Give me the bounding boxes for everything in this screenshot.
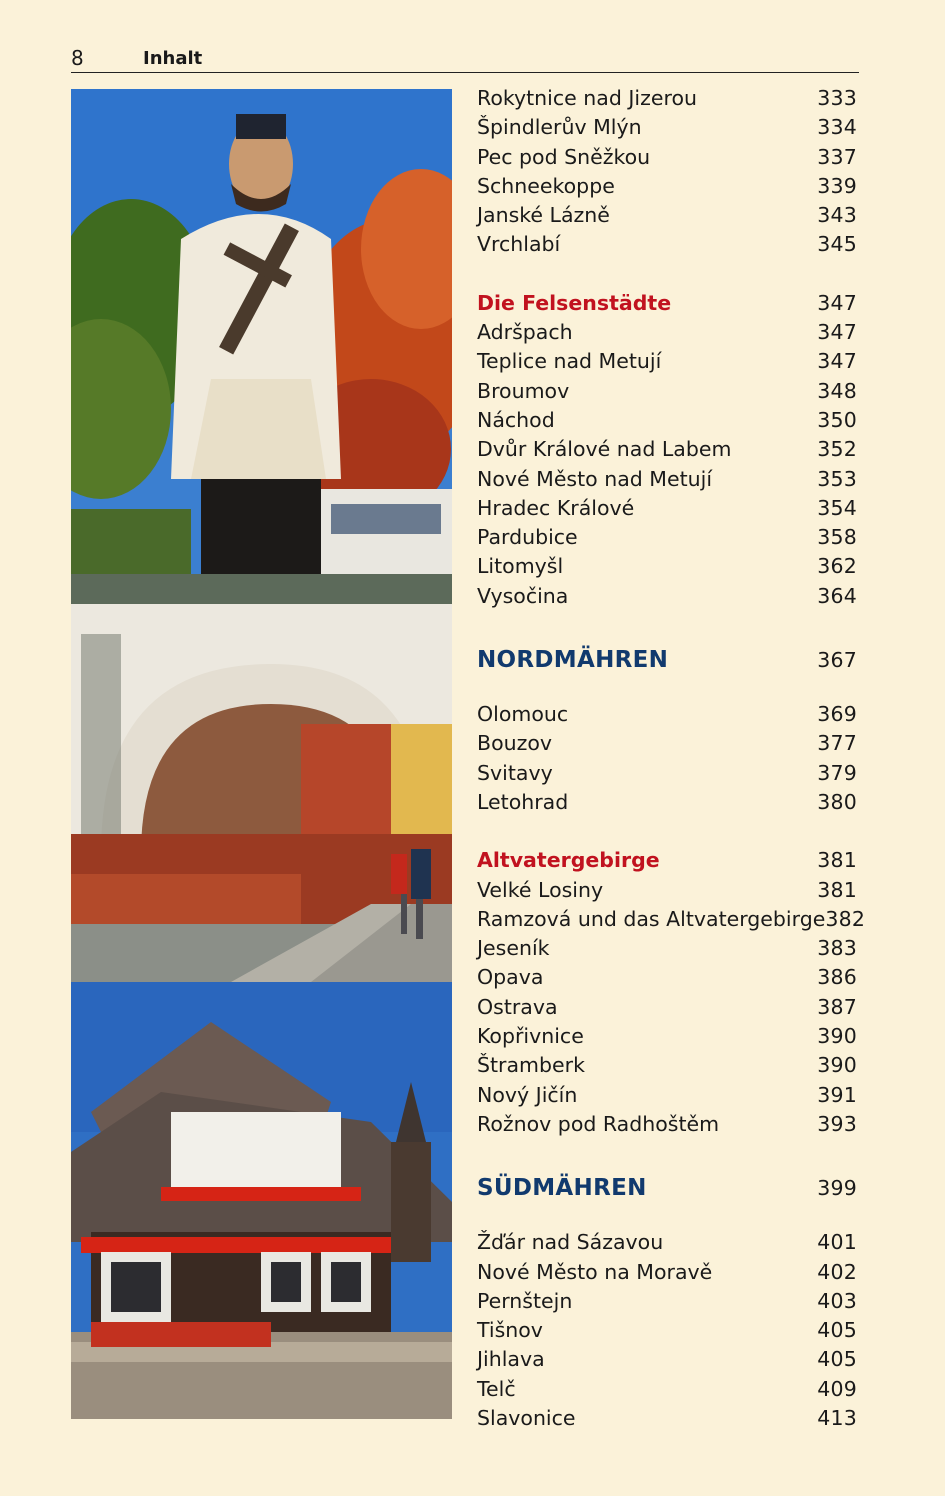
toc-entry[interactable]: Letohrad 380 — [477, 789, 857, 814]
toc-entry[interactable]: Špindlerův Mlýn 334 — [477, 115, 857, 140]
toc-entry[interactable]: Pec pod Sněžkou 337 — [477, 144, 857, 169]
toc-entry[interactable]: Vysočina 364 — [477, 583, 857, 608]
toc-entry[interactable]: Kopřivnice 390 — [477, 1024, 857, 1049]
toc-entry[interactable]: Bouzov 377 — [477, 731, 857, 756]
page-number: 8 — [71, 46, 84, 70]
toc-entry[interactable]: Svitavy 379 — [477, 760, 857, 785]
toc-entry[interactable]: Rožnov pod Radhoštěm 393 — [477, 1111, 857, 1136]
toc-entry[interactable]: Žďár nad Sázavou 401 — [477, 1230, 857, 1255]
toc-entry[interactable]: Tišnov 405 — [477, 1318, 857, 1343]
page-header — [71, 44, 859, 73]
toc-entry[interactable]: Pardubice 358 — [477, 525, 857, 550]
toc-entry[interactable]: Jihlava 405 — [477, 1347, 857, 1372]
saint-statue-photo — [71, 89, 452, 574]
toc-entry[interactable]: Štramberk 390 — [477, 1053, 857, 1078]
toc-subheading-altvatergebirge[interactable]: Altvatergebirge 381 — [477, 848, 857, 873]
toc-entry[interactable]: Rokytnice nad Jizerou 333 — [477, 86, 857, 110]
toc-region-suedmaehren[interactable]: SÜDMÄHREN 399 — [477, 1175, 857, 1202]
toc-entry[interactable]: Olomouc 369 — [477, 702, 857, 727]
toc-entry[interactable]: Ostrava 387 — [477, 994, 857, 1019]
toc-subheading-felsenstaedte[interactable]: Die Felsenstädte 347 — [477, 290, 857, 315]
toc-entry[interactable]: Schneekoppe 339 — [477, 173, 857, 198]
toc-entry[interactable]: Vrchlabí 345 — [477, 232, 857, 257]
toc-entry[interactable]: Janské Lázně 343 — [477, 203, 857, 228]
photo-column — [71, 89, 452, 1419]
arched-street-photo — [71, 574, 452, 982]
toc-entry[interactable]: Hradec Králové 354 — [477, 495, 857, 520]
toc-entry[interactable]: Teplice nad Metují 347 — [477, 349, 857, 374]
toc-entry[interactable]: Dvůr Králové nad Labem 352 — [477, 437, 857, 462]
toc-region-nordmaehren[interactable]: NORDMÄHREN 367 — [477, 647, 857, 674]
toc-entry[interactable]: Pernštejn 403 — [477, 1288, 857, 1313]
toc-entry[interactable]: Broumov 348 — [477, 378, 857, 403]
toc-entry[interactable]: Telč 409 — [477, 1376, 857, 1401]
toc-entry[interactable]: Velké Losiny 381 — [477, 877, 857, 902]
toc-entry[interactable]: Adršpach 347 — [477, 320, 857, 345]
toc-entry[interactable]: Ramzová und das Altvatergebirge 382 — [477, 906, 866, 931]
timber-chalet-photo — [71, 982, 452, 1419]
table-of-contents — [477, 84, 866, 1433]
section-title: Inhalt — [143, 48, 203, 69]
toc-entry[interactable]: Jeseník 383 — [477, 936, 857, 961]
toc-entry[interactable]: Nový Jičín 391 — [477, 1082, 857, 1107]
toc-entry[interactable]: Nové Město nad Metují 353 — [477, 466, 857, 491]
toc-entry[interactable]: Nové Město na Moravě 402 — [477, 1259, 857, 1284]
toc-entry[interactable]: Litomyšl 362 — [477, 554, 857, 579]
toc-entry[interactable]: Slavonice 413 — [477, 1405, 857, 1430]
toc-entry[interactable]: Náchod 350 — [477, 407, 857, 432]
toc-entry[interactable]: Opava 386 — [477, 965, 857, 990]
